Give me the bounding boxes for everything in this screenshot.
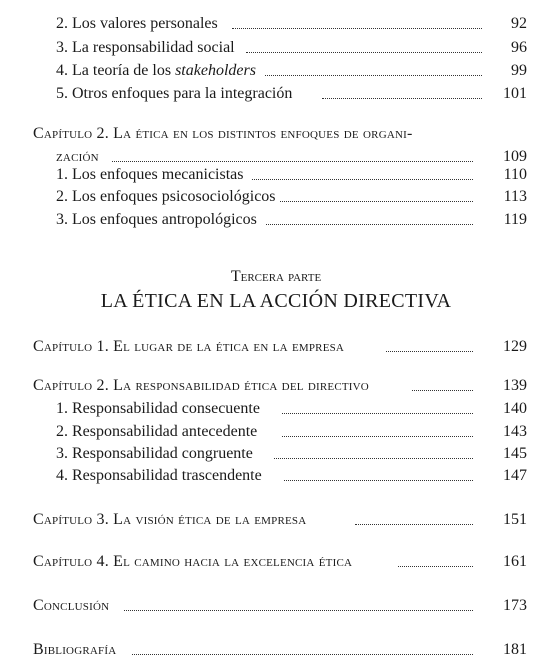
toc-entry[interactable] — [0, 61, 552, 81]
entry-label: La responsabilidad social — [72, 39, 235, 56]
toc-entry[interactable] — [0, 210, 552, 230]
chapter-heading: Capítulo 3. La visión ética de la empresa — [33, 510, 309, 530]
toc-entry[interactable] — [0, 640, 552, 660]
toc-entry[interactable] — [0, 14, 552, 34]
toc-entry[interactable] — [0, 552, 552, 572]
page-number: 113 — [503, 188, 527, 205]
chapter-heading: Capítulo 2. La responsabilidad ética del directivo — [33, 376, 372, 396]
entry-number: 5. — [56, 85, 68, 102]
toc-entry[interactable] — [0, 510, 552, 530]
page-number: 181 — [503, 641, 527, 658]
entry-label: Responsabilidad consecuente — [72, 400, 260, 417]
toc-entry[interactable] — [0, 466, 552, 486]
page-number: 109 — [503, 148, 527, 165]
page-number: 147 — [503, 467, 527, 484]
chapter-heading-line2: zación — [56, 147, 102, 167]
entry-number: 2. — [56, 15, 68, 32]
part-label: Tercera parte — [230, 268, 322, 285]
part-title: LA ÉTICA EN LA ACCIÓN DIRECTIVA — [100, 290, 452, 312]
toc-entry[interactable] — [0, 376, 552, 396]
page-number: 129 — [503, 338, 527, 355]
entry-number: 3. — [56, 211, 68, 228]
page-number: 110 — [503, 166, 527, 183]
toc-entry[interactable] — [0, 165, 552, 185]
page-number: 173 — [503, 597, 527, 614]
entry-label: Responsabilidad trascendente — [72, 467, 262, 484]
page-number: 101 — [503, 85, 527, 102]
entry-label: Responsabilidad antecedente — [72, 423, 258, 440]
toc-entry[interactable] — [0, 38, 552, 58]
toc-entry[interactable] — [0, 399, 552, 419]
page-number: 151 — [503, 511, 527, 528]
page-number: 96 — [511, 39, 527, 56]
toc-entry[interactable] — [0, 84, 552, 104]
entry-number: 1. — [56, 400, 68, 417]
entry-label: Otros enfoques para la integración — [72, 85, 293, 102]
toc-entry[interactable] — [0, 596, 552, 616]
chapter-heading: Capítulo 1. El lugar de la ética en la empresa — [33, 337, 347, 357]
entry-number: 3. — [56, 445, 68, 462]
entry-label: Los enfoques mecanicistas — [72, 166, 244, 183]
entry-label-pre: La teoría de los — [72, 62, 176, 79]
entry-number: 1. — [56, 166, 68, 183]
page-number: 119 — [503, 211, 527, 228]
page-number: 99 — [511, 62, 527, 79]
chapter-heading-line1[interactable]: Capítulo 2. La ética en los distintos enfoques de organi- — [0, 124, 552, 144]
chapter-heading: Capítulo 4. El camino hacia la excelencia ética — [33, 552, 355, 572]
page-number: 145 — [503, 445, 527, 462]
chapter-heading: Bibliografía — [33, 640, 119, 660]
entry-number: 4. — [56, 62, 68, 79]
entry-number: 2. — [56, 188, 68, 205]
page-number: 143 — [503, 423, 527, 440]
toc-entry[interactable] — [0, 444, 552, 464]
entry-number: 4. — [56, 467, 68, 484]
toc-entry[interactable] — [0, 337, 552, 357]
entry-label-emphasis: stakeholders — [175, 62, 256, 79]
page-number: 161 — [503, 553, 527, 570]
entry-number: 2. — [56, 423, 68, 440]
page-number: 140 — [503, 400, 527, 417]
toc-entry[interactable] — [0, 187, 552, 207]
toc-entry[interactable] — [0, 147, 552, 167]
page-number: 92 — [511, 15, 527, 32]
entry-label: Responsabilidad congruente — [72, 445, 253, 462]
entry-label: Los enfoques psicosociológicos — [72, 188, 276, 205]
entry-label: Los valores personales — [72, 15, 218, 32]
toc-entry[interactable] — [0, 422, 552, 442]
entry-label: Los enfoques antropológicos — [72, 211, 257, 228]
chapter-heading: Conclusión — [33, 596, 112, 616]
page-number: 139 — [503, 377, 527, 394]
entry-number: 3. — [56, 39, 68, 56]
